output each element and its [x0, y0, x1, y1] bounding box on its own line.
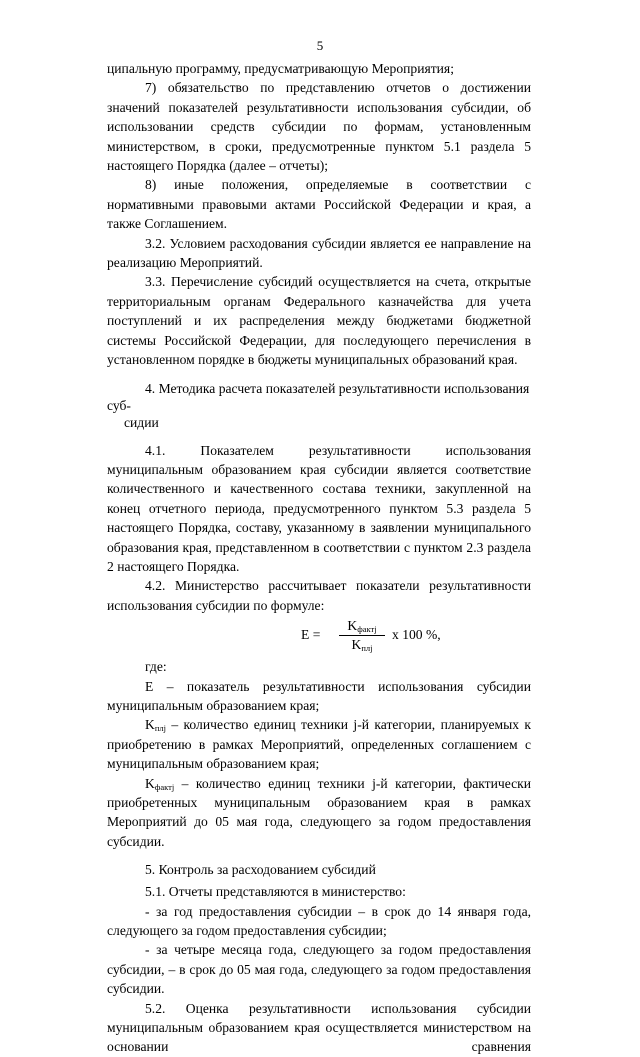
section-5-title: 5. Контроль за расходованием субсидий [145, 862, 376, 878]
formula-numerator: $K_{фактj}$ [339, 617, 385, 636]
paragraph-k-planned: $K_{плj}$ – количество единиц техники j-й категории, планируемых к приобретению в рамках Мероприятий, определенных соглашением с муниципальным образованием края; [107, 717, 531, 772]
paragraph: ципальную программу, предусматривающую Мероприятия; [107, 61, 454, 76]
paragraph: 7) обязательство по представлению отчетов о достижении значений показателей результативности использования субсидии, об использовании средств субсидии по формам, установленным министерством, в сроки, предусмотренные пунктом 5.1 раздела 5 настоящего Порядка (далее – отчеты); [107, 80, 531, 174]
paragraph: 3.3. Перечисление субсидий осуществляется на счета, открытые территориальным органам Федерального казначейства для учета поступлений и их распределения между бюджетами бюджетной системы Российской Федерации, для последующего перечисления в установленном порядке в бюджеты муниципальных образований края. [107, 274, 531, 368]
section-4-title: 4. Методика расчета показателей результативности использования суб- сидии [107, 380, 530, 430]
paragraph: 8) иные положения, определяемые в соответствии с нормативными правовыми актами Российской Федерации и края, а также Соглашением. [107, 177, 531, 232]
paragraph: - за год предоставления субсидии – в срок до 14 января года, следующего за годом предоставления субсидии; [107, 903, 531, 939]
paragraph: 4.1. Показателем результативности использования муниципальным образованием края субсидии является соответствие количественного и качественного состава техники, закупленной на конец отчетного периода, предусмотренного пунктом 5.3 раздела 5 настоящего Порядка, составу, указанному в заявлении муниципального образования края, представленном в соответствии с пунктом 2.3 раздела 2 настоящего Порядка. [107, 442, 531, 574]
paragraph-k-actual: $K_{фактj}$ – количество единиц техники j-й категории, фактически приобретенных муниципальным образованием края в рамках Мероприятий до 05 мая года, следующего за годом предоставления субсидии. [107, 775, 531, 849]
formula [107, 617, 531, 657]
where-label: где: [145, 659, 167, 675]
formula-lhs: E = [301, 627, 321, 643]
page-number: 5 [316, 38, 324, 53]
formula-denominator: $K_{плj}$ [351, 637, 373, 654]
paragraph: 4.2. Министерство рассчитывает показатели результативности использования субсидии по формуле: [107, 578, 531, 613]
paragraph: 5.2. Оценка результативности использования субсидии муниципальным образованием края осуществляется министерством на основании сравнения [107, 1000, 531, 1055]
formula-rhs: x 100 %, [392, 627, 441, 643]
paragraph: E – показатель результативности использования субсидии муниципальным образованием края; [107, 678, 531, 713]
document-body [107, 59, 531, 1057]
paragraph: 3.2. Условием расходования субсидии является ее направление на реализацию Мероприятий. [107, 235, 531, 271]
paragraph: - за четыре месяца года, следующего за годом предоставления субсидии, – в срок до 05 мая года, следующего за годом предоставления субсидии. [107, 942, 531, 997]
formula-fraction [339, 617, 385, 653]
paragraph: 5.1. Отчеты представляются в министерство: [145, 884, 406, 900]
